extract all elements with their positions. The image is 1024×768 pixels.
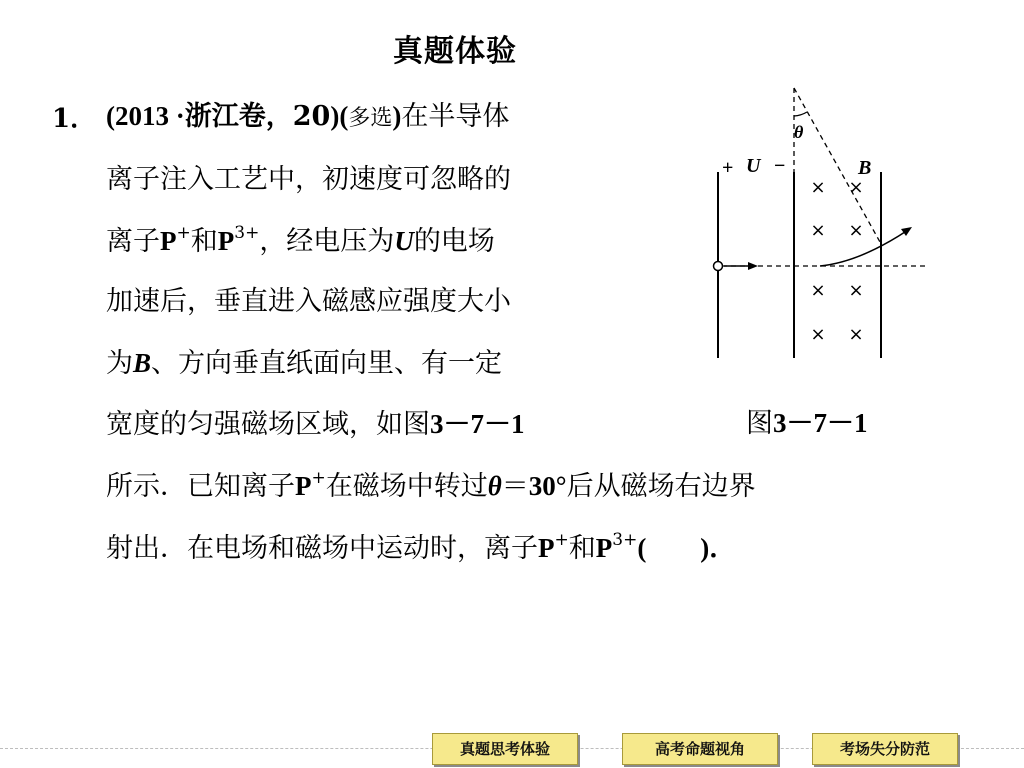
question-line-5: [106, 345, 502, 382]
field-label: B: [858, 157, 872, 179]
ion-p3-charge: 3+: [612, 530, 638, 550]
field-cross: ×: [848, 324, 864, 345]
angle-symbol: θ: [487, 471, 502, 501]
question-line-7: [106, 468, 756, 505]
caption-number: 3－7－1: [773, 408, 868, 438]
text: 和: [568, 533, 596, 564]
voltage-symbol: U: [394, 226, 414, 256]
figure-reference: 3－7－1: [430, 409, 525, 439]
nav-button-exam-perspective[interactable]: 高考命题视角: [622, 733, 778, 765]
theta-arc: [794, 112, 807, 116]
ion-p3-charge: 3+: [234, 223, 260, 243]
theta-label: θ: [794, 122, 804, 142]
slide-title: 真题体验: [393, 34, 517, 69]
nav-button-error-prevention[interactable]: 考场失分防范: [812, 733, 958, 765]
ion-p1: P: [538, 533, 555, 563]
trajectory-arrowhead: [901, 227, 912, 236]
source-name: 浙江卷，20: [184, 101, 331, 132]
ion-p1-charge: +: [311, 468, 326, 488]
ion-source: [714, 262, 723, 271]
ion-trajectory: [820, 230, 908, 266]
field-cross: ×: [810, 324, 826, 345]
field-cross: ×: [810, 177, 826, 198]
ion-p1-charge: +: [176, 223, 191, 243]
nav-button-real-exam-review[interactable]: 真题思考体验: [432, 733, 578, 765]
question-line-6: [106, 406, 525, 443]
field-cross: ×: [848, 177, 864, 198]
question-line-3: [106, 223, 495, 260]
source-open: (2013 ·: [106, 101, 185, 131]
text: 在磁场中转过: [325, 471, 488, 502]
text: 宽度的匀强磁场区域，如图: [106, 409, 430, 440]
ion-p3: P: [217, 226, 235, 256]
question-line-8: [106, 530, 736, 567]
question-line-1: [106, 98, 509, 137]
ion-p3: P: [595, 533, 613, 563]
text: 离子: [106, 226, 160, 257]
question-type: 多选: [348, 106, 393, 131]
answer-blank: ( )．: [637, 533, 737, 563]
field-symbol: B: [133, 348, 152, 378]
text: 的电场: [413, 226, 495, 257]
figure-caption: [746, 405, 868, 442]
ion-p1: P: [295, 471, 312, 501]
physics-figure: [700, 80, 940, 380]
text: 为: [106, 348, 133, 379]
voltage-label: U: [746, 155, 761, 177]
question-number: 1．: [52, 104, 97, 134]
plus-label: +: [722, 157, 734, 179]
ion-p1: P: [160, 226, 177, 256]
type-close: ): [392, 101, 402, 131]
ion-p1-charge: +: [554, 530, 569, 550]
field-cross: ×: [810, 280, 826, 301]
text: 后从磁场右边界: [566, 471, 756, 502]
text: ，经电压为: [259, 226, 395, 257]
question-line-4: 加速后，垂直进入磁感应强度大小: [106, 286, 511, 317]
field-cross: ×: [810, 220, 826, 241]
field-cross: ×: [848, 280, 864, 301]
text: 和: [190, 226, 218, 257]
caption-prefix: 图: [746, 408, 773, 439]
line1-tail: 在半导体: [401, 101, 510, 132]
magnetic-field-marks: [810, 177, 863, 345]
text: 射出．在电场和磁场中运动时，离子: [106, 533, 538, 564]
text: 所示．已知离子: [106, 471, 295, 502]
question-line-2: 离子注入工艺中，初速度可忽略的: [106, 164, 511, 195]
angle-value: 30°: [528, 471, 567, 501]
text: 、方向垂直纸面向里、有一定: [151, 348, 503, 379]
minus-label: −: [774, 155, 786, 177]
field-cross: ×: [848, 220, 864, 241]
equals-sign: ＝: [501, 471, 529, 502]
source-close: )(: [330, 101, 349, 131]
acceleration-arrowhead: [748, 262, 758, 270]
